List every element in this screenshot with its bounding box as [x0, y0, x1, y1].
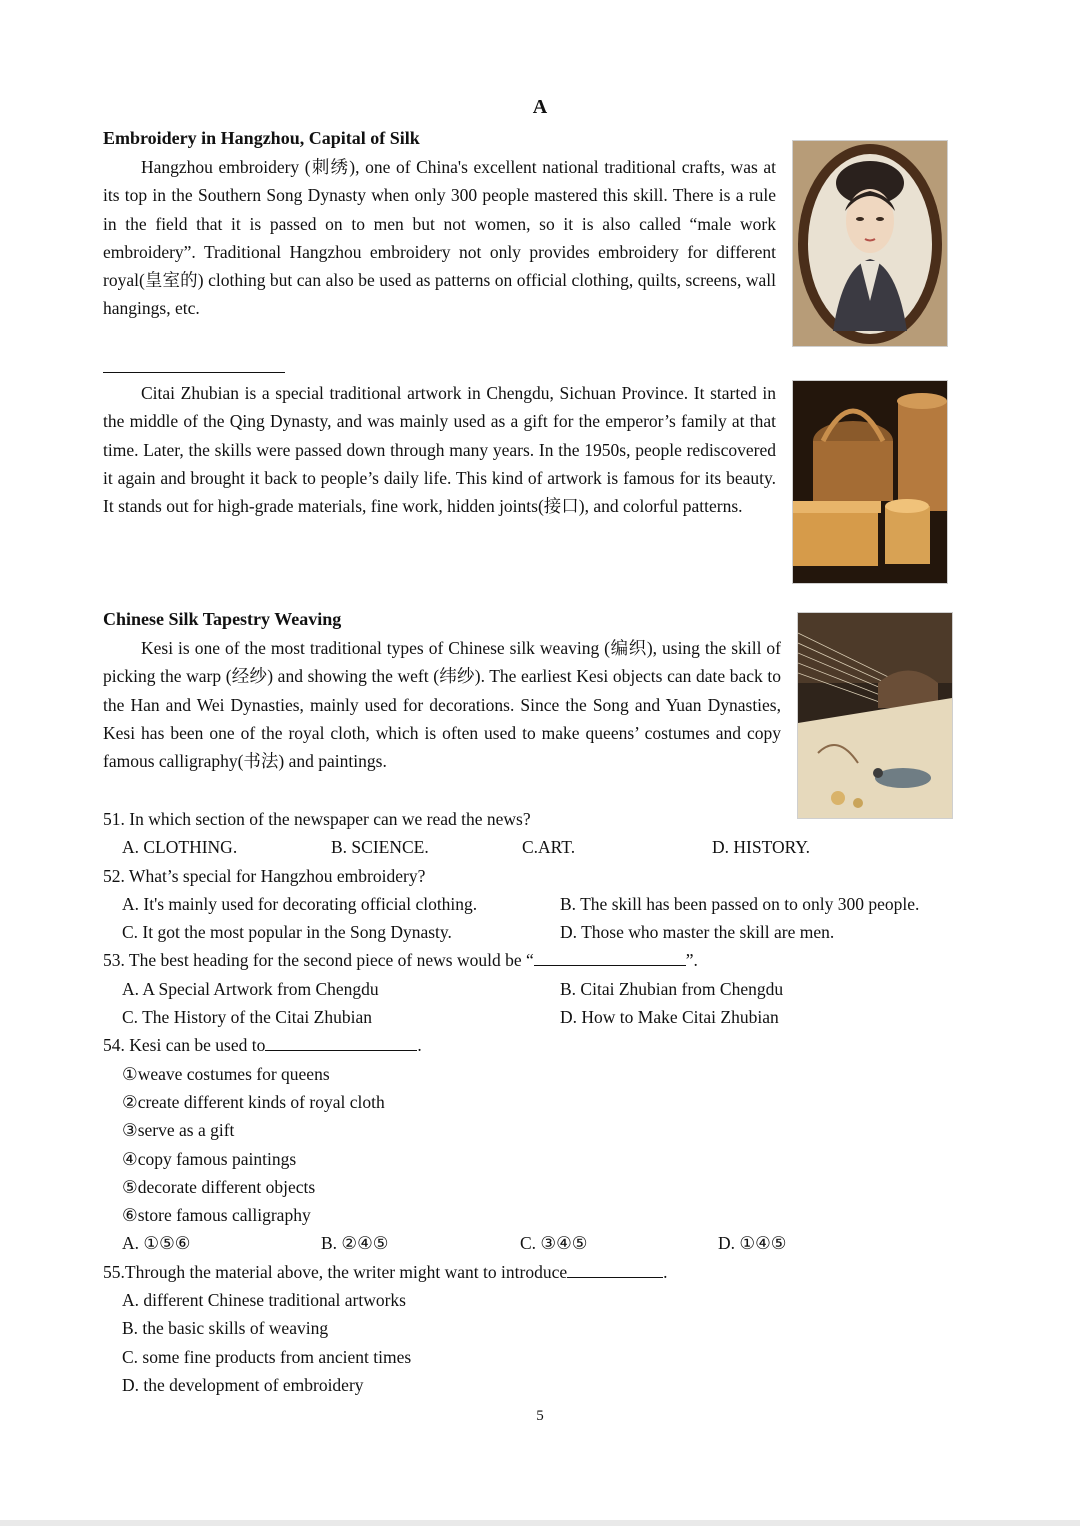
question-54-item: ③serve as a gift	[122, 1120, 235, 1141]
section-kesi-weaving	[103, 606, 781, 775]
section-divider-line	[103, 372, 285, 373]
question-52-options-row-1	[103, 890, 963, 918]
question-53-option-d[interactable]: D. How to Make Citai Zhubian	[560, 1007, 779, 1028]
question-53-options-row-1	[103, 975, 963, 1003]
section-heading: Embroidery in Hangzhou, Capital of Silk	[103, 128, 420, 148]
question-54-stem	[103, 1031, 963, 1059]
section-citai-zhubian	[103, 379, 776, 520]
question-53-stem-text: 53. The best heading for the second piece of news would be “	[103, 950, 534, 971]
questions-block	[103, 805, 963, 1399]
question-51-option-b[interactable]: B. SCIENCE.	[331, 837, 429, 858]
bamboo-baskets-image	[792, 380, 948, 584]
section-paragraph: Citai Zhubian is a special traditional artwork in Chengdu, Sichuan Province. It started in the middle of the Qing Dynasty, and was mainly used as a gift for the emperor’s family at that time. Later, the skills were passed down through many years. In the 1950s, people rediscovered it again and brought it back to people’s daily life. This kind of artwork is famous for its beauty. It stands out for high-grade materials, fine work, hidden joints(接口), and colorful patterns.	[103, 383, 776, 517]
question-53-option-a[interactable]: A. A Special Artwork from Chengdu	[122, 978, 379, 999]
question-54-item: ①weave costumes for queens	[122, 1063, 330, 1084]
question-54-stem-end: .	[417, 1035, 422, 1056]
question-54-option-b[interactable]: B. ②④⑤	[321, 1233, 389, 1254]
question-53-stem-end: ”.	[685, 950, 698, 971]
page-bottom-band	[0, 1520, 1080, 1526]
question-54-option-d[interactable]: D. ①④⑤	[718, 1233, 787, 1254]
question-54-item: ④copy famous paintings	[122, 1148, 297, 1169]
kesi-loom-illustration	[798, 613, 952, 818]
question-52-option-a[interactable]: A. It's mainly used for decorating official clothing.	[122, 893, 478, 914]
section-paragraph: Hangzhou embroidery (刺绣), one of China's excellent national traditional crafts, was at its top in the Southern Song Dynasty when only 300 people mastered this skill. There is a rule in the field that it is passed on to men but not women, so it is also called “male work embroidery”. Traditional Hangzhou embroidery not only provides embroidery for different royal(皇室的) clothing but can also be used as patterns on official clothing, quilts, screens, wall hangings, etc.	[103, 157, 776, 319]
bamboo-baskets-illustration	[793, 381, 947, 583]
question-51-options	[103, 833, 963, 861]
question-52-stem: 52. What’s special for Hangzhou embroidery?	[103, 865, 426, 886]
kesi-loom-image	[797, 612, 953, 819]
question-51-stem: 51. In which section of the newspaper can we read the news?	[103, 809, 531, 829]
question-55-answer-blank[interactable]	[567, 1259, 663, 1278]
question-52-options-row-2	[103, 918, 963, 946]
question-54-stem-text: 54. Kesi can be used to	[103, 1035, 266, 1056]
question-54-item: ⑥store famous calligraphy	[122, 1205, 311, 1226]
question-53-option-c[interactable]: C. The History of the Citai Zhubian	[122, 1007, 372, 1028]
question-54-item: ⑤decorate different objects	[122, 1176, 316, 1197]
section-heading: Chinese Silk Tapestry Weaving	[103, 609, 342, 629]
section-letter: A	[532, 96, 548, 118]
question-54-answer-blank[interactable]	[265, 1032, 417, 1051]
question-53-answer-blank[interactable]	[534, 947, 686, 966]
question-52-option-d[interactable]: D. Those who master the skill are men.	[560, 922, 835, 943]
question-55-stem-text: 55.Through the material above, the writer might want to introduce	[103, 1261, 568, 1282]
question-54-item: ②create different kinds of royal cloth	[122, 1091, 385, 1112]
question-53-options-row-2	[103, 1003, 963, 1031]
question-54-options	[103, 1229, 963, 1257]
question-52-option-c[interactable]: C. It got the most popular in the Song Dynasty.	[122, 922, 452, 943]
question-51-option-c[interactable]: C.ART.	[522, 837, 576, 858]
question-53-stem	[103, 946, 963, 974]
section-hangzhou-embroidery	[103, 125, 776, 323]
question-54-option-c[interactable]: C. ③④⑤	[520, 1233, 588, 1254]
embroidery-portrait-illustration	[793, 141, 947, 346]
question-55-option-d[interactable]: D. the development of embroidery	[122, 1374, 364, 1395]
section-paragraph: Kesi is one of the most traditional types of Chinese silk weaving (编织), using the skill of picking the warp (经纱) and showing the weft (纬纱). The earliest Kesi objects can date back to the Han and Wei Dynasties, mainly used for decorations. Since the Song and Yuan Dynasties, Kesi has been one of the royal cloth, which is often used to make queens’ costumes and copy famous calligraphy(书法) and paintings.	[103, 638, 781, 772]
embroidery-portrait-image	[792, 140, 948, 347]
question-55-option-c[interactable]: C. some fine products from ancient times	[122, 1346, 412, 1367]
question-51-option-d[interactable]: D. HISTORY.	[712, 837, 811, 858]
question-52-option-b[interactable]: B. The skill has been passed on to only 300 people.	[560, 893, 920, 914]
question-51-option-a[interactable]: A. CLOTHING.	[122, 837, 238, 858]
question-55-option-a[interactable]: A. different Chinese traditional artworks	[122, 1290, 406, 1311]
question-54-option-a[interactable]: A. ①⑤⑥	[122, 1233, 191, 1254]
question-53-option-b[interactable]: B. Citai Zhubian from Chengdu	[560, 978, 784, 999]
question-55-stem-end: .	[663, 1261, 668, 1282]
page-number: 5	[536, 1408, 544, 1424]
question-55-option-b[interactable]: B. the basic skills of weaving	[122, 1318, 329, 1339]
question-55-stem	[103, 1258, 963, 1286]
